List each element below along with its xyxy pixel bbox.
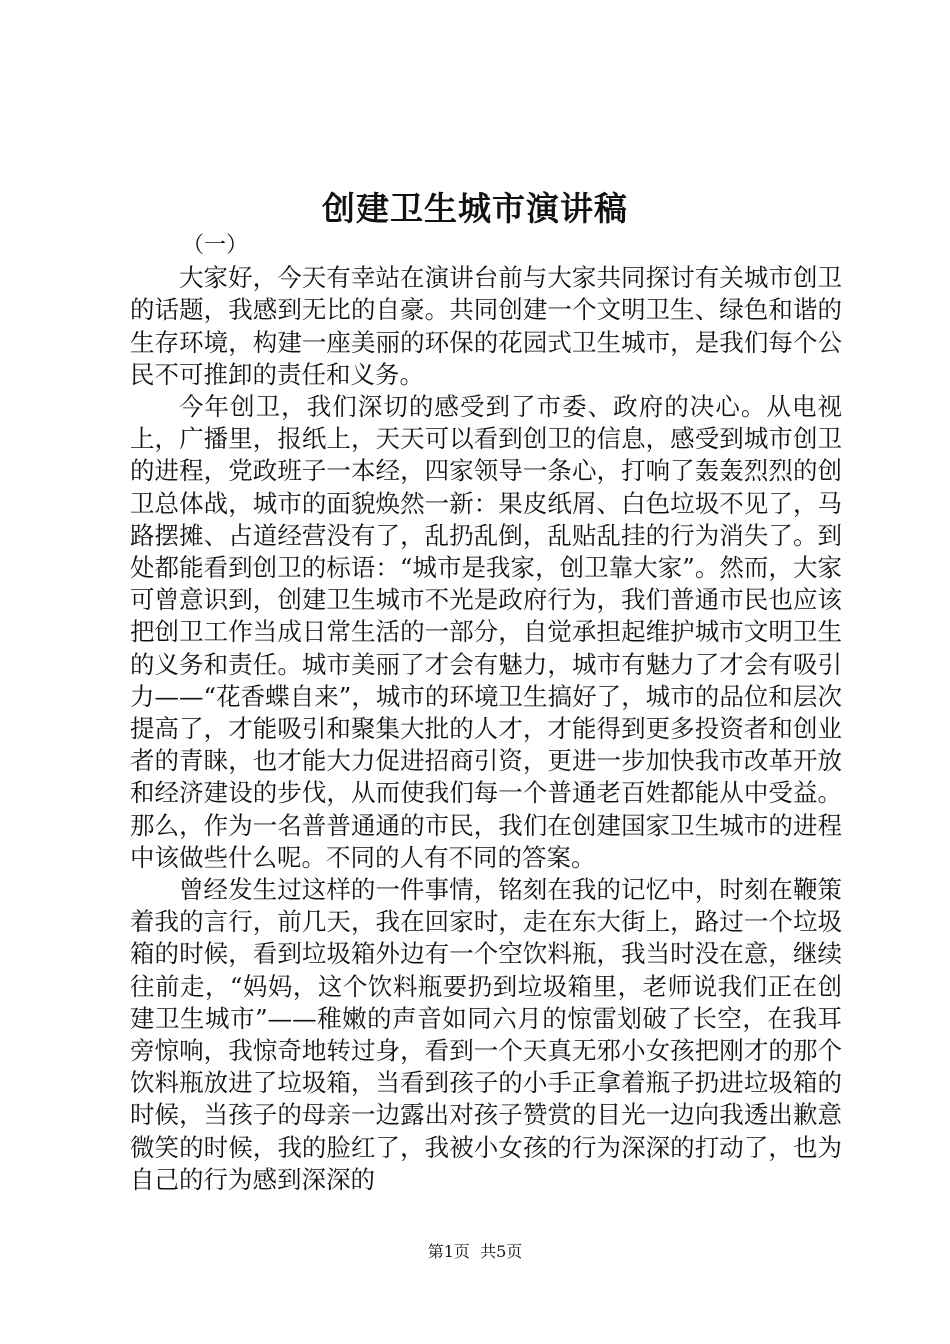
page-number: 第1页 bbox=[427, 1242, 470, 1261]
paragraph-2: 今年创卫，我们深切的感受到了市委、政府的决心。从电视上，广播里，报纸上，天天可以看到创卫的信息，感受到城市创卫的进程，党政班子一本经，四家领导一条心，打响了轰轰烈烈的创卫总体战，城市的面貌焕然一新：果皮纸屑、白色垃圾不见了，马路摆摊、占道经营没有了，乱扔乱倒，乱贴乱挂的行为消失了。到处都能看到创卫的标语：“城市是我家，创卫靠大家”。然而，大家可曾意识到，创建卫生城市不光是政府行为，我们普通市民也应该把创卫工作当成日常生活的一部分，自觉承担起维护城市文明卫生的义务和责任。城市美丽了才会有魅力，城市有魅力了才会有吸引力——“花香蝶自来”，城市的环境卫生搞好了，城市的品位和层次提高了，才能吸引和聚集大批的人才，才能得到更多投资者和创业者的青睐，也才能大力促进招商引资，更进一步加快我市改革开放和经济建设的步伐，从而使我们每一个普通老百姓都能从中受益。那么，作为一名普普通通的市民，我们在创建国家卫生城市的进程中该做些什么呢。不同的人有不同的答案。 bbox=[130, 392, 842, 872]
paragraph-3: 曾经发生过这样的一件事情，铭刻在我的记忆中，时刻在鞭策着我的言行，前几天，我在回家时，走在东大街上，路过一个垃圾箱的时候，看到垃圾箱外边有一个空饮料瓶，我当时没在意，继续往前走，“妈妈，这个饮料瓶要扔到垃圾箱里，老师说我们正在创建卫生城市”——稚嫩的声音如同六月的惊雷划破了长空，在我耳旁惊响，我惊奇地转过身，看到一个天真无邪小女孩把刚才的那个饮料瓶放进了垃圾箱，当看到孩子的小手正拿着瓶子扔进垃圾箱的时候，当孩子的母亲一边露出对孩子赞赏的目光一边向我透出歉意微笑的时候，我的脸红了，我被小女孩的行为深深的打动了，也为自己的行为感到深深的 bbox=[130, 875, 842, 1194]
paragraph-1: 大家好，今天有幸站在演讲台前与大家共同探讨有关城市创卫的话题，我感到无比的自豪。共同创建一个文明卫生、绿色和谐的生存环境，构建一座美丽的环保的花园式卫生城市，是我们每个公民不可推卸的责任和义务。 bbox=[130, 263, 842, 389]
section-marker: （一） bbox=[182, 233, 249, 258]
document-title: 创建卫生城市演讲稿 bbox=[322, 189, 628, 228]
total-pages: 共5页 bbox=[480, 1242, 523, 1261]
page-footer bbox=[0, 1240, 950, 1264]
document-body bbox=[130, 230, 842, 1196]
footer-spacer bbox=[470, 1242, 480, 1261]
